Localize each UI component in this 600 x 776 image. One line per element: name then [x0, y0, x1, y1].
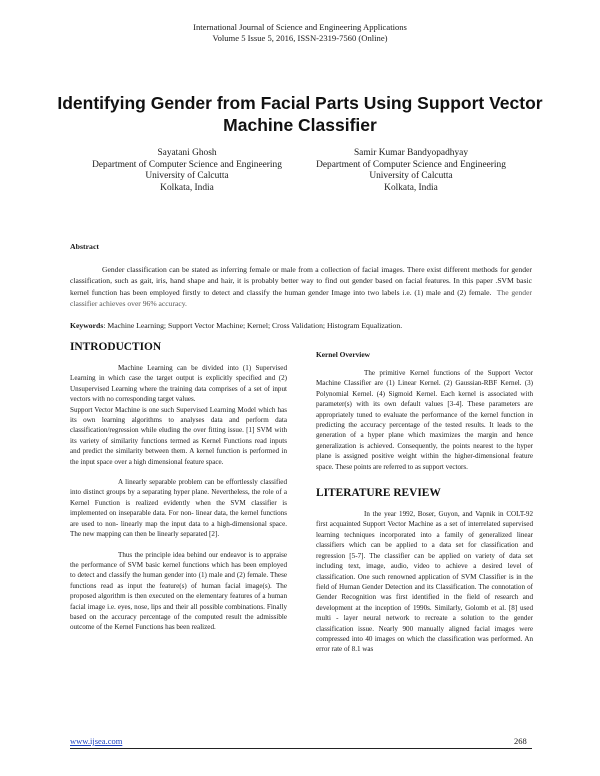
- intro-paragraph-4: Thus the principle idea behind our endeavor is to appraise the performance of SVM basic kernel functions which has been employed to detect and classify the human gender into (1) male and (2) female. These functions read as input the feature(s) of human facial image(s). The proposed algorithm is then executed on the elementary features of a human facial image i.e. eyes, nose, lips and their all possible combinations. Finally based on the accuracy percentage of the computed result the admissible outcome of the Kernel Functions has been realized.: [70, 550, 287, 632]
- page-number: 268: [514, 736, 527, 746]
- journal-line-2: Volume 5 Issue 5, 2016, ISSN-2319-7560 (Online): [212, 33, 388, 43]
- right-column: [316, 350, 533, 655]
- keywords-line: [70, 320, 532, 331]
- author-name: Sayatani Ghosh: [157, 148, 217, 158]
- author-name: Samir Kumar Bandyopadhyay: [353, 148, 469, 158]
- introduction-heading: INTRODUCTION: [70, 341, 162, 353]
- abstract-body: [70, 264, 532, 309]
- intro-paragraph-1: Machine Learning can be divided into (1) Supervised Learning in which case the target output is explicitly specified and (2) Unsupervised Learning where the training data comprises of a set of input vectors with no corresponding target values.: [70, 364, 287, 404]
- author-department: Department of Computer Science and Engineering: [316, 159, 506, 170]
- intro-paragraph-2: Support Vector Machine is one such Supervised Learning Model which has its own learning algorithms to analyses data and perform data classification/regression while eluding the over fitting issue. [1] SVM with its variety of similarity functions termed as Kernel Functions read inputs and predict the similarity between them. A kernel function is performed in the input space over a high dimensional feature space.: [70, 405, 287, 466]
- author-city: Kolkata, India: [160, 182, 214, 193]
- journal-line-1: International Journal of Science and Engineering Applications: [193, 22, 407, 32]
- abstract-text: Gender classification can be stated as inferring female or male from a collection of facial images. There exist different methods for gender classification, such as gait, iris, hand shape and hair, it is probably better way to find out gender based on facial features. In this paper .SVM basic kernel function has been employed firstly to detect and classify the human gender Image into two labels i.e. (1) male and (2) female.: [70, 265, 532, 297]
- author-city: Kolkata, India: [384, 182, 438, 193]
- author-block-1: [67, 148, 307, 194]
- paper-title: Identifying Gender from Facial Parts Using Support Vector Machine Classifier: [57, 93, 543, 135]
- author-block-2: [288, 148, 534, 194]
- author-department: Department of Computer Science and Engineering: [92, 159, 282, 170]
- abstract-heading: Abstract: [70, 242, 100, 251]
- keywords-text: : Machine Learning; Support Vector Machine; Kernel; Cross Validation; Histogram Equalization.: [103, 321, 403, 330]
- abstract-accuracy-text: The gender classifier achieves over 96% accuracy.: [70, 287, 532, 308]
- keywords-label: Keywords: [70, 321, 104, 330]
- kernel-paragraph: The primitive Kernel functions of the Support Vector Machine Classifier are (1) Linear Kernel. (2) Gaussian-RBF Kernel. (3) Polynomial Kernel. (4) Sigmoid Kernel. Each kernel is associated with parameter(s) with its own default values [3-4]. These parameters are appropriately tuned to evaluate the performance of the kernel function in predicting the accuracy percentage of the tested results. It leads to the generation of a hyper plane which maximizes the margin and hence generalization is achieved. Consequently, the points nearest to the hyper plane is assigned positive weight within the higher-dimensional feature space. These points are referred to as support vectors.: [316, 369, 533, 471]
- author-university: University of Calcutta: [369, 171, 453, 182]
- footer-divider: [70, 748, 532, 749]
- journal-website-link[interactable]: www.ijsea.com: [70, 736, 123, 746]
- left-column: [70, 340, 287, 633]
- kernel-overview-heading: Kernel Overview: [316, 350, 370, 359]
- literature-review-heading: LITERATURE REVIEW: [316, 487, 441, 500]
- literature-paragraph: In the year 1992, Boser, Guyon, and Vapnik in COLT-92 first acquainted Support Vector Machine as a set of interrelated supervised learning techniques incorporated into a family of generalized linear classifiers which can be applied to a data set for classification and regression [5-7]. The classifier can be applied on variety of data set including text, image, audio, video to achieve a desired level of classification. One such renowned application of SVM Classifier is in the field of Human Gender Detection and its Classification. The connotation of Gender Recognition was first identified in the field of research and development at the inception of 1990s. Similarly, Golomb et al. [8] used multi - layer neural network to recreate a solution to the gender classification issue. Nearly 900 manually aligned facial images were compressed into 40 images on which the classification was performed. An error rate of 8.1 was: [316, 510, 533, 654]
- author-university: University of Calcutta: [145, 171, 229, 182]
- intro-paragraph-3: A linearly separable problem can be effortlessly classified into distinct groups by a separating hyper plane. Nevertheless, the role of a Kernel Function is realized evidently when the SVM classifier is implemented on inseparable data. For non- linear data, the kernel functions are used to non- linearly map the input data to a high-dimensional space. The new mapping can then be linearly separated [2].: [70, 478, 287, 539]
- journal-header: [0, 22, 600, 44]
